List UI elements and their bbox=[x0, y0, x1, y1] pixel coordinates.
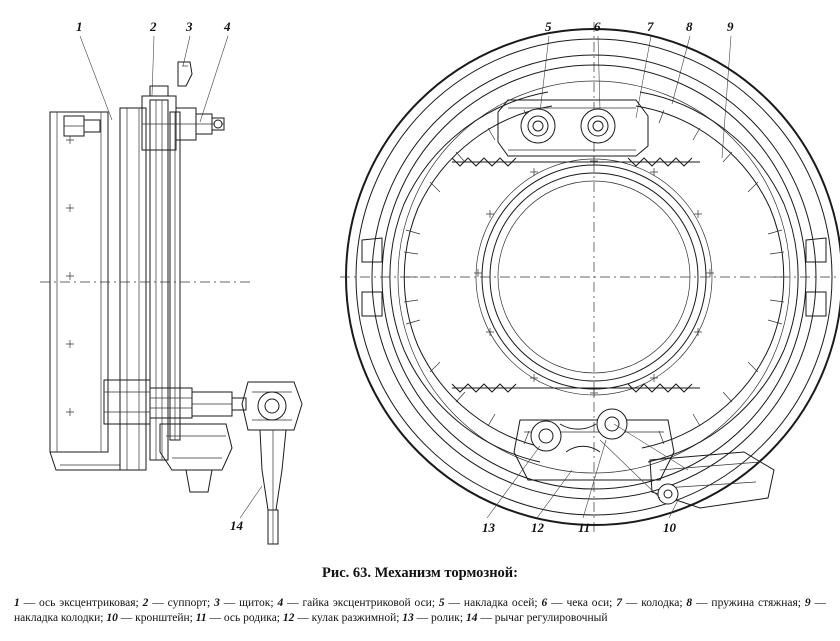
legend-item-text: — накладка осей; bbox=[444, 597, 542, 609]
legend-item-number: 10 bbox=[106, 612, 118, 625]
legend-item-text: — чека оси; bbox=[547, 597, 617, 609]
callout-10: 10 bbox=[663, 520, 676, 535]
legend-item bbox=[686, 597, 804, 609]
callout-9: 9 bbox=[727, 19, 734, 34]
legend-item-number: 14 bbox=[465, 612, 478, 625]
callout-6: 6 bbox=[594, 19, 601, 34]
legend-item-text: — колодка; bbox=[621, 597, 687, 609]
legend-item-number: 8 bbox=[686, 597, 693, 609]
legend-item-number: 2 bbox=[142, 597, 149, 609]
callout-4: 4 bbox=[224, 19, 231, 34]
legend-item bbox=[106, 612, 195, 624]
legend-item-number: 3 bbox=[214, 597, 220, 609]
legend-item-number: 11 bbox=[195, 612, 207, 625]
right-front-view bbox=[340, 19, 840, 535]
legend-item bbox=[277, 597, 438, 609]
callout-12: 12 bbox=[531, 520, 544, 535]
callout-11: 11 bbox=[578, 520, 591, 535]
figure-legend bbox=[14, 596, 826, 626]
legend-item-text: — кулак разжимной; bbox=[294, 612, 403, 625]
callout-3: 3 bbox=[186, 19, 193, 34]
callout-2: 2 bbox=[150, 19, 157, 34]
callout-7: 7 bbox=[647, 19, 654, 34]
legend-item-number: 6 bbox=[541, 597, 548, 609]
legend-item-number: 7 bbox=[616, 597, 622, 609]
legend-item-text: — суппорт; bbox=[148, 597, 215, 609]
legend-item-text: — ось эксцентриковая; bbox=[19, 597, 143, 609]
legend-item-number: 9 bbox=[804, 597, 811, 609]
legend-item-number: 12 bbox=[282, 612, 295, 625]
legend-item-text: — пружина стяжная; bbox=[692, 597, 805, 609]
legend-item bbox=[196, 612, 283, 624]
legend-item bbox=[542, 597, 617, 609]
legend-item-number: 13 bbox=[402, 612, 414, 625]
legend-item bbox=[283, 612, 402, 624]
legend-item-text: — ось родика; bbox=[206, 612, 283, 625]
left-section-view bbox=[40, 36, 302, 544]
legend-item-number: 5 bbox=[438, 597, 445, 609]
figure-caption: Рис. 63. Механизм тормозной: bbox=[321, 565, 518, 581]
legend-item-number: 4 bbox=[277, 597, 284, 609]
legend-item bbox=[214, 597, 277, 609]
legend-item bbox=[14, 597, 143, 609]
legend-item-number: 1 bbox=[14, 597, 20, 609]
legend-item bbox=[466, 612, 608, 624]
callout-1: 1 bbox=[76, 19, 83, 34]
legend-item-text: — щиток; bbox=[219, 597, 278, 609]
callout-14: 14 bbox=[230, 518, 243, 533]
legend-item bbox=[402, 612, 466, 624]
legend-item-text: — рычаг регулировочный bbox=[477, 612, 608, 625]
legend-item-text: — кронштейн; bbox=[117, 612, 196, 625]
callout-13: 13 bbox=[482, 520, 495, 535]
legend-item-text: — накладка колодки; bbox=[14, 597, 827, 625]
callout-8: 8 bbox=[686, 19, 693, 34]
legend-item-text: — ролик; bbox=[413, 612, 466, 625]
legend-item-text: — гайка эксцентриковой оси; bbox=[283, 597, 439, 609]
legend-item bbox=[439, 597, 542, 609]
legend-item bbox=[143, 597, 214, 609]
legend-item bbox=[616, 597, 686, 609]
callout-5: 5 bbox=[545, 19, 552, 34]
